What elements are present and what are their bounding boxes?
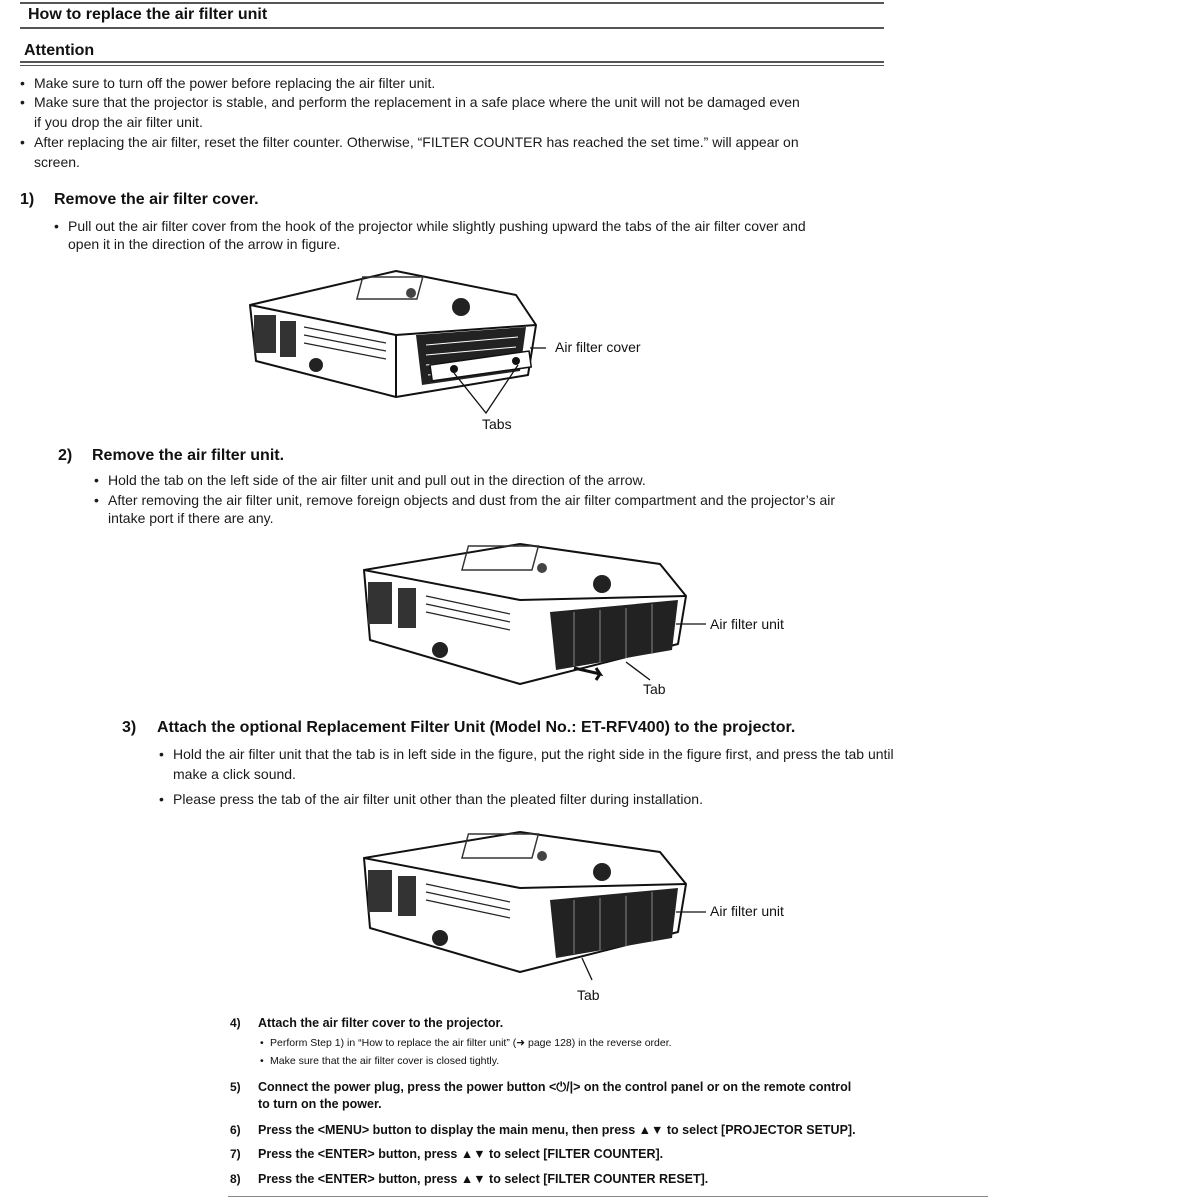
step4-instruction: • Make sure that the air filter cover is closed tightly. [270,1053,499,1069]
header-top-rule [20,2,884,4]
page-title: How to replace the air filter unit [28,6,268,23]
step3-instruction: • Hold the air filter unit that the tab is in left side in the figure, put the right side in the figure first, and press the tab until [173,744,894,764]
step2-title: Remove the air filter unit. [92,447,285,464]
step7-number: 7) [230,1147,241,1161]
tab-label: Tab [643,681,666,697]
attention-bullet: • After replacing the air filter, reset the filter counter. Otherwise, “FILTER COUNTER has reached the set time.” will appear on [34,132,799,152]
step8-number: 8) [230,1172,241,1186]
step4-instruction: • Perform Step 1) in “How to replace the air filter unit” (➜ page 128) in the reverse order. [270,1035,672,1051]
step1-instruction: • Pull out the air filter cover from the hook of the projector while slightly pushing upward the tabs of the air filter cover and [68,216,806,236]
step3-instruction-cont: make a click sound. [173,766,296,782]
step4-title: Attach the air filter cover to the projector. [258,1016,504,1030]
step2-number: 2) [58,447,73,464]
tabs-label: Tabs [482,416,512,432]
step5-number: 5) [230,1080,241,1094]
attention-bullet: • Make sure to turn off the power before replacing the air filter unit. [34,73,435,93]
attention-bullet-cont: screen. [34,154,80,170]
air-filter-unit-label-3: Air filter unit [710,903,784,919]
projector-figure-2 [360,540,690,690]
step3-instruction: • Please press the tab of the air filter unit other than the pleated filter during installation. [173,789,703,809]
header-bottom-rule [20,27,884,29]
projector-figure-1 [246,265,546,435]
air-filter-cover-label: Air filter cover [555,339,641,355]
air-filter-unit-label: Air filter unit [710,616,784,632]
step1-number: 1) [20,191,35,208]
step3-title: Attach the optional Replacement Filter Unit (Model No.: ET-RFV400) to the projector. [157,719,796,736]
step2-instruction: • After removing the air filter unit, remove foreign objects and dust from the air filter compartment and the projector’s air [108,490,835,510]
step1-instruction-cont: open it in the direction of the arrow in figure. [68,236,341,252]
step2-instruction: • Hold the tab on the left side of the air filter unit and pull out in the direction of the arrow. [108,470,646,490]
step4-number: 4) [230,1016,241,1030]
step6-number: 6) [230,1123,241,1137]
attention-rule-1 [20,61,884,63]
step6-text: Press the <MENU> button to display the main menu, then press ▲▼ to select [PROJECTOR SETUP]. [258,1123,856,1137]
step2-instruction-cont: intake port if there are any. [108,510,274,526]
step8-text: Press the <ENTER> button, press ▲▼ to select [FILTER COUNTER RESET]. [258,1172,709,1186]
attention-heading: Attention [24,42,95,59]
tab-label-3: Tab [577,987,600,1003]
step1-title: Remove the air filter cover. [54,191,259,208]
footer-rule [228,1196,988,1197]
step3-number: 3) [122,719,137,736]
projector-figure-3 [360,828,690,976]
attention-rule-2 [20,65,884,66]
step7-text: Press the <ENTER> button, press ▲▼ to select [FILTER COUNTER]. [258,1147,664,1161]
step5-text: Connect the power plug, press the power button <⏻/|> on the control panel or on the remote control [258,1080,852,1094]
attention-bullet: • Make sure that the projector is stable, and perform the replacement in a safe place where the unit will not be damaged even [34,92,800,112]
step5-text-cont: to turn on the power. [258,1097,382,1111]
attention-bullet-cont: if you drop the air filter unit. [34,114,203,130]
